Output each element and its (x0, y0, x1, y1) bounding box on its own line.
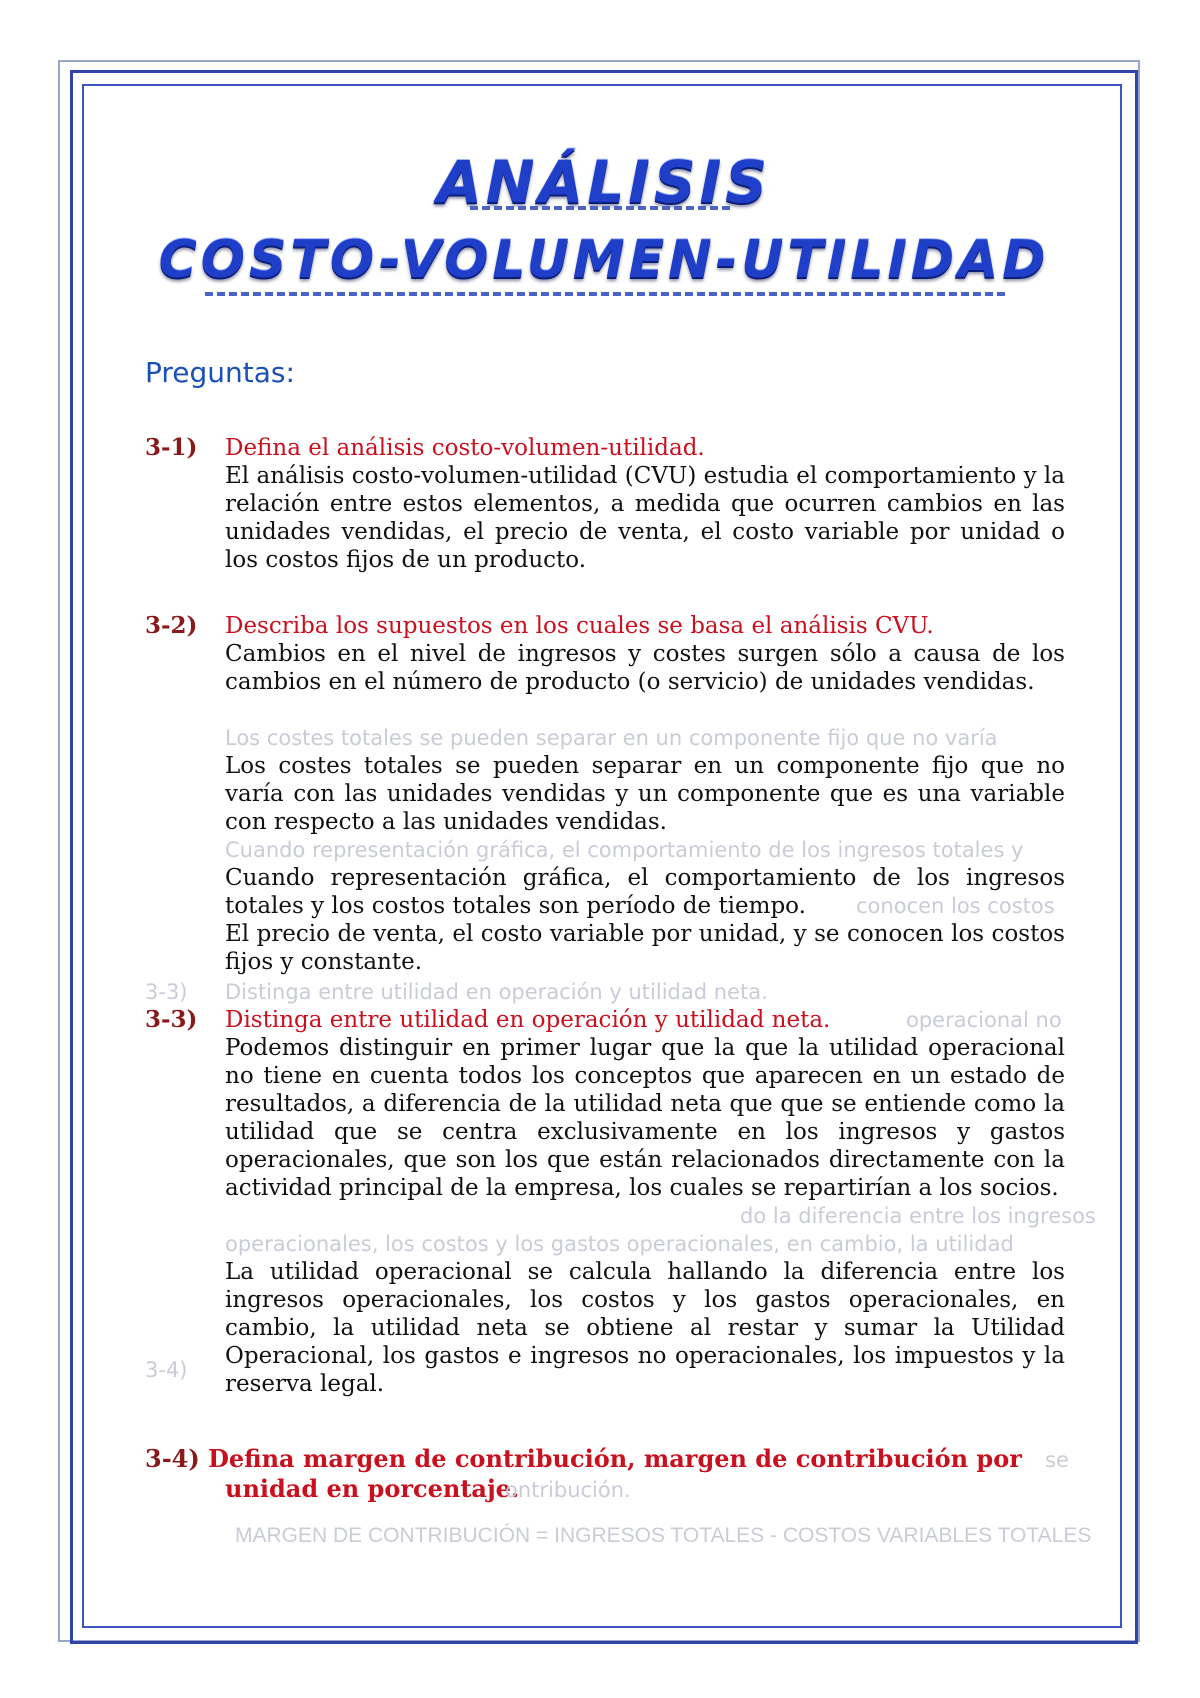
question-number-2: 3-2) (145, 612, 198, 639)
question-heading-4-line1: Defina margen de contribución, margen de contribución por (208, 1444, 1022, 1473)
question-answer-3-p2-block (225, 1258, 1065, 1398)
title-line-1: ANÁLISIS (437, 148, 771, 216)
question-heading-2: Describa los supuestos en los cuales se basa el análisis CVU. (225, 613, 934, 639)
question-answer-2-p2-block (225, 752, 1065, 836)
question-answer-3-p1: Podemos distinguir en primer lugar que la que la utilidad operacional no tiene en cuenta todos los conceptos que aparecen en un estado de resultados, a diferencia de la utilidad neta que que se entiende como la utilidad que se centra exclusivamente en los ingresos y gastos operacionales, que son los que están relacionados directamente con la actividad principal de la empresa, los cuales se repartirían a los socios. (225, 1035, 1065, 1201)
title-underline-1 (470, 206, 730, 210)
ghost-line-9: 3-4) (145, 1358, 188, 1382)
ghost-line-4: 3-3) (145, 980, 188, 1004)
question-answer-2-p2: Los costes totales se pueden separar en un componente fijo que no varía con las unidades vendidas y un componente que es una variable con respecto a las unidades vendidas. (225, 753, 1065, 835)
ghost-line-1: Los costes totales se pueden separar en un componente fijo que no varía (225, 726, 998, 750)
question-answer-2-p4: El precio de venta, el costo variable por unidad, y se conocen los costos fijos y constante. (225, 921, 1065, 975)
question-number-1: 3-1) (145, 434, 198, 461)
question-answer-2-p3: Cuando representación gráfica, el comportamiento de los ingresos totales y los costos totales son período de tiempo. (225, 865, 1065, 919)
ghost-line-8: operacionales, los costos y los gastos operacionales, en cambio, la utilidad (225, 1232, 1014, 1256)
ghost-line-5: Distinga entre utilidad en operación y utilidad neta. (225, 980, 768, 1004)
title-line-2: COSTO-VOLUMEN-UTILIDAD (158, 230, 1050, 290)
ghost-line-10: se (1045, 1448, 1069, 1472)
section-label: Preguntas: (145, 356, 295, 389)
question-heading-4-line2: unidad en porcentaje. (225, 1474, 520, 1503)
question-block-2 (225, 612, 1065, 696)
question-answer-1-p1: El análisis costo-volumen-utilidad (CVU) estudia el comportamiento y la relación entre estos elementos, a medida que ocurren cambios en las unidades vendidas, el precio de venta, el costo variable por unidad o los costos fijos de un producto. (225, 463, 1065, 573)
question-answer-2-p4-block (225, 920, 1065, 976)
question-block-3 (225, 1006, 1065, 1202)
question-answer-2-p1: Cambios en el nivel de ingresos y costes surgen sólo a causa de los cambios en el número de producto (o servicio) de unidades vendidas. (225, 641, 1065, 695)
ghost-line-6: operacional no (906, 1008, 1062, 1032)
question-answer-3-p2: La utilidad operacional se calcula hallando la diferencia entre los ingresos operacionales, los costos y los gastos operacionales, en cambio, la utilidad neta se obtiene al restar y sumar la Utilidad Operacional, los gastos e ingresos no operacionales, los impuestos y la reserva legal. (225, 1259, 1065, 1397)
ghost-formula: MARGEN DE CONTRIBUCIÓN = INGRESOS TOTALES - COSTOS VARIABLES TOTALES (235, 1524, 1092, 1547)
question-number-4: 3-4) (145, 1444, 200, 1473)
title-underline-2 (205, 292, 1005, 296)
ghost-line-3: conocen los costos (856, 894, 1055, 918)
question-heading-1: Defina el análisis costo-volumen-utilidad. (225, 435, 705, 461)
ghost-line-11: ontribución. (505, 1478, 631, 1502)
question-number-3: 3-3) (145, 1006, 198, 1033)
ghost-line-7: do la diferencia entre los ingresos (740, 1204, 1096, 1228)
question-heading-3: Distinga entre utilidad en operación y utilidad neta. (225, 1007, 831, 1033)
ghost-line-2: Cuando representación gráfica, el comportamiento de los ingresos totales y (225, 838, 1024, 862)
question-block-1 (225, 434, 1065, 574)
